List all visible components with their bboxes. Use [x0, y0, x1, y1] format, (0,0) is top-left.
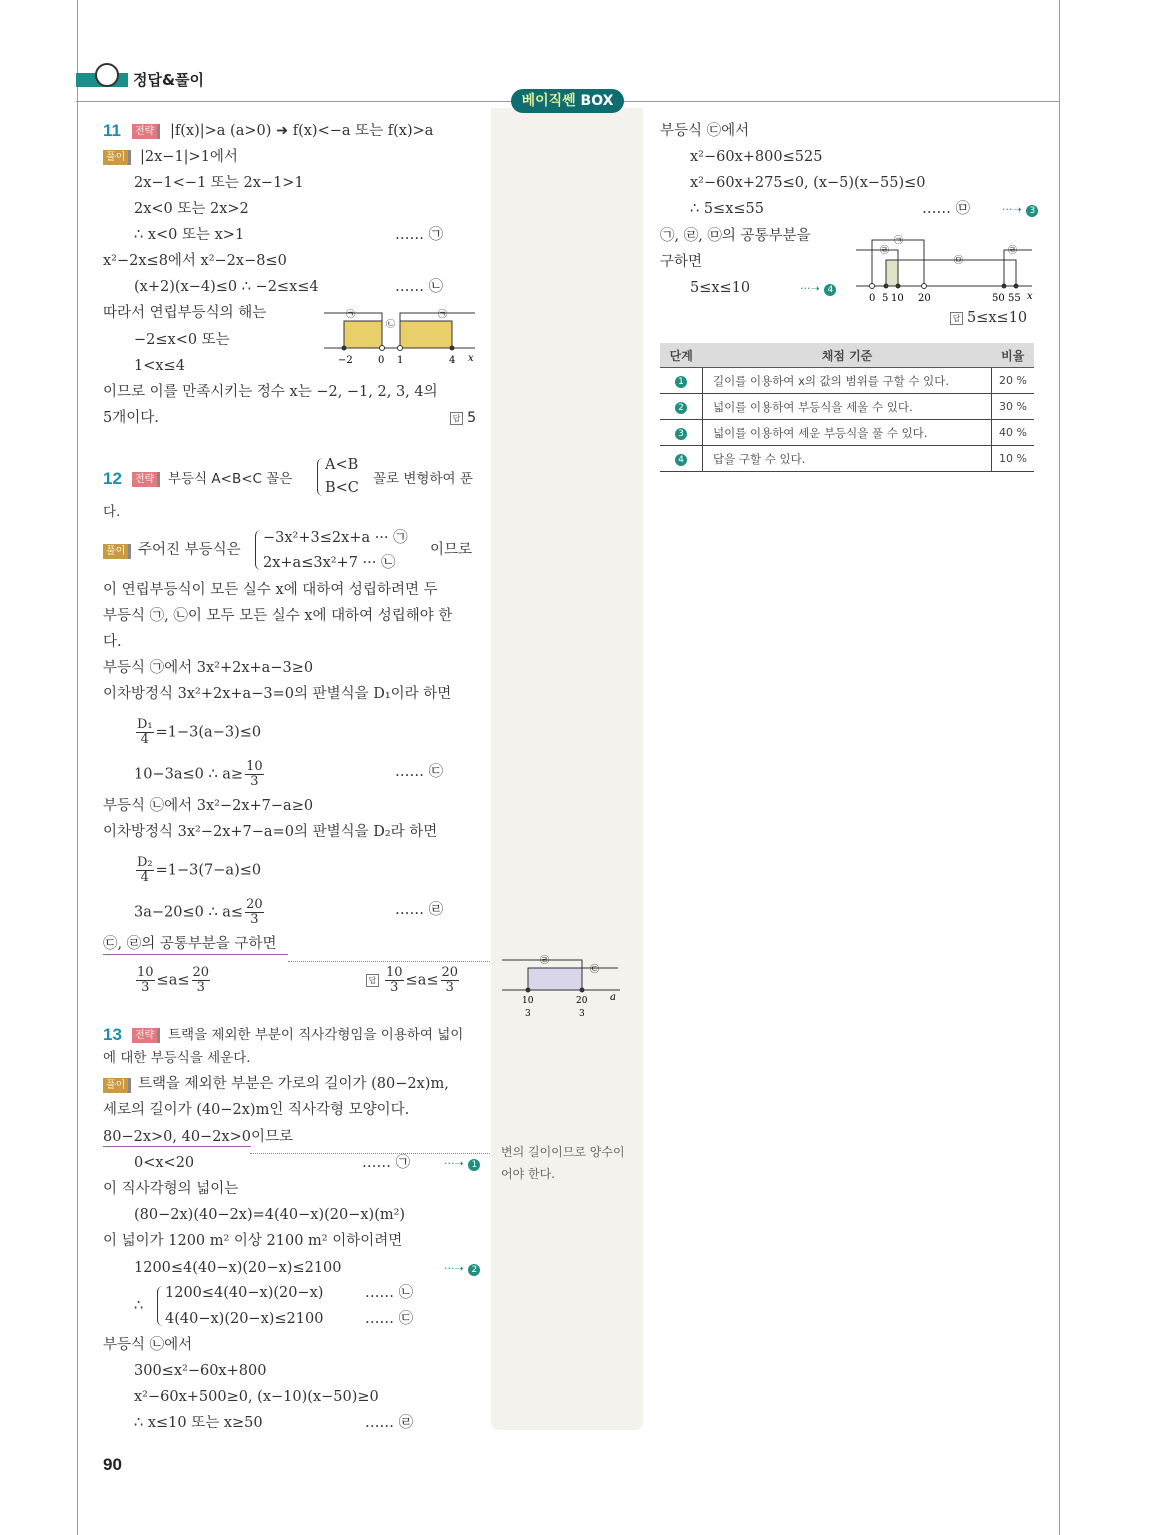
criterion: 답을 구할 수 있다. — [703, 446, 992, 472]
expression: 10−3a≤0 ∴ a≥ — [134, 766, 244, 783]
solution-tag: 풀이 — [103, 1078, 131, 1093]
expression: 3a−20≤0 ∴ a≤ — [134, 904, 244, 921]
grading-table — [660, 343, 1034, 472]
line: 1200≤4(40−x)(20−x) — [165, 1285, 324, 1301]
number-line-diagram-12 — [498, 948, 628, 1023]
number-line-diagram-13 — [852, 230, 1037, 306]
header-ratio: 비율 — [992, 343, 1035, 368]
strategy-text: 다. — [103, 504, 121, 520]
region-label: ㉠ — [894, 236, 904, 246]
line: 4(40−x)(20−x)≤2100 — [165, 1311, 324, 1327]
line: 이차방정식 3x²−2x+7−a=0의 판별식을 D₂라 하면 — [103, 824, 438, 840]
mark: …… ㉤ — [922, 201, 971, 217]
numerator: 20 — [246, 897, 263, 912]
strategy-text: 부등식 A<B<C 꼴은 — [168, 471, 293, 487]
tick-label: 3 — [579, 1009, 585, 1019]
brace — [157, 1286, 164, 1326]
mark: …… ㉡ — [365, 1285, 414, 1301]
badge-latin: BOX — [580, 93, 614, 109]
answer — [950, 310, 1027, 326]
side-note: 어야 한다. — [501, 1167, 555, 1181]
table-row — [660, 394, 1034, 420]
numerator: 20 — [192, 965, 210, 980]
mark: …… ㉣ — [395, 902, 444, 918]
brace — [317, 458, 324, 496]
region-label: ㉠ — [438, 310, 448, 320]
line: 5개이다. — [103, 410, 159, 426]
section-title: 정답&풀이 — [133, 71, 205, 89]
tick-label: 4 — [449, 355, 456, 366]
line: 이차방정식 3x²+2x+a−3=0의 판별식을 D₁이라 하면 — [103, 686, 452, 702]
page-border-left — [77, 0, 78, 1535]
line: 구하면 — [660, 254, 703, 270]
strategy-text: 꼴로 변형하여 푼 — [373, 471, 473, 487]
numerator: 10 — [386, 965, 403, 980]
brace — [255, 530, 262, 570]
step-badge: 4 — [824, 284, 836, 296]
number-line-diagram-11 — [320, 303, 482, 369]
line: 주어진 부등식은 — [138, 542, 241, 558]
axis-label: x — [1027, 291, 1033, 302]
mark: …… ㉢ — [395, 764, 444, 780]
step-badge: 1 — [675, 376, 687, 388]
condition-2 — [134, 898, 266, 927]
region-label: ㉤ — [954, 256, 964, 266]
region-label: ㉣ — [540, 956, 550, 966]
line: 2x−1<−1 또는 2x−1>1 — [134, 175, 304, 191]
line: ∴ x<0 또는 x>1 — [134, 227, 245, 243]
answer-icon: 답 — [450, 412, 463, 425]
numerator: D₁ — [137, 717, 153, 732]
clock-icon — [95, 63, 119, 87]
line: 80−2x>0, 40−2x>0이므로 — [103, 1129, 293, 1145]
tick-label: 1 — [397, 355, 404, 366]
table-row — [660, 446, 1034, 472]
badge-korean: 베이직쎈 — [521, 93, 576, 109]
region-label: ㉣ — [1008, 246, 1018, 256]
numerator: 20 — [441, 965, 459, 980]
table-row — [660, 368, 1034, 394]
discriminant-1 — [134, 718, 261, 747]
denominator: 3 — [196, 980, 205, 995]
tick-label: 50 — [992, 293, 1005, 304]
step-badge: 4 — [675, 454, 687, 466]
line: x²−60x+500≥0, (x−10)(x−50)≥0 — [134, 1389, 379, 1405]
answer — [450, 410, 476, 426]
region-label: ㉠ — [346, 310, 356, 320]
step-badge: 3 — [675, 428, 687, 440]
region-label: ㉣ — [880, 246, 890, 256]
mark: …… ㉠ — [395, 227, 444, 243]
line: 300≤x²−60x+800 — [134, 1363, 267, 1379]
expression: =1−3(a−3)≤0 — [155, 724, 262, 741]
ratio: 10 % — [992, 446, 1035, 472]
table-row — [660, 420, 1034, 446]
underline — [103, 1146, 251, 1147]
solution-tag: 풀이 — [103, 150, 131, 165]
system-line: B<C — [325, 480, 359, 496]
line: 1200≤4(40−x)(20−x)≤2100 — [134, 1260, 342, 1276]
strategy-text: |f(x)|>a (a>0) ➜ f(x)<−a 또는 f(x)>a — [170, 123, 434, 139]
answer — [366, 966, 461, 995]
strategy-tag: 전략 — [132, 124, 160, 139]
expression: =1−3(7−a)≤0 — [155, 862, 262, 879]
ratio: 30 % — [992, 394, 1035, 420]
line: −2≤x<0 또는 — [134, 332, 230, 348]
step-badge: 2 — [468, 1264, 480, 1276]
line: 부등식 ㉡에서 3x²−2x+7−a≥0 — [103, 798, 314, 814]
condition-1 — [134, 760, 266, 789]
line: x²−60x+275≤0, (x−5)(x−55)≤0 — [690, 175, 926, 191]
solution-tag: 풀이 — [103, 544, 131, 559]
line: 다. — [103, 634, 122, 650]
line: 5≤x≤10 — [690, 280, 751, 296]
tick-label: 10 — [891, 293, 904, 304]
denominator: 3 — [141, 980, 150, 995]
axis-label: a — [610, 992, 616, 1003]
mark: …… ㉠ — [362, 1155, 411, 1171]
line: x²−2x≤8에서 x²−2x−8≤0 — [103, 253, 287, 269]
answer-icon: 답 — [366, 974, 379, 987]
line: |2x−1|>1에서 — [140, 149, 238, 165]
ratio: 20 % — [992, 368, 1035, 394]
tick-label: 3 — [525, 1009, 531, 1019]
question-number: 13 — [103, 1025, 122, 1044]
mark: …… ㉢ — [365, 1311, 414, 1327]
page-border-right — [1059, 0, 1060, 1535]
answer-icon: 답 — [950, 312, 963, 325]
line: 이므로 이를 만족시키는 정수 x는 −2, −1, 2, 3, 4의 — [103, 384, 438, 400]
underline — [103, 954, 288, 955]
tick-label: 0 — [869, 293, 876, 304]
leader-line — [288, 961, 490, 962]
discriminant-2 — [134, 856, 261, 885]
step-marker: ···➝ 1 — [444, 1153, 480, 1174]
numerator: 10 — [246, 759, 263, 774]
answer-value: 5 — [467, 410, 477, 426]
step-marker: ···➝ 3 — [1002, 199, 1038, 220]
expression: ≤a≤ — [405, 972, 439, 989]
tick-label: 55 — [1008, 293, 1021, 304]
system-line: 2x+a≤3x²+7 ··· ㉡ — [263, 555, 396, 571]
line: ∴ 5≤x≤55 — [690, 201, 764, 217]
line: 1<x≤4 — [134, 358, 185, 374]
denominator: 3 — [445, 980, 454, 995]
numerator: D₂ — [137, 855, 153, 870]
basic-box-badge — [511, 89, 624, 113]
line: 이 연립부등식이 모든 실수 x에 대하여 성립하려면 두 — [103, 582, 438, 598]
tick-label: 20 — [576, 996, 588, 1006]
line: 0<x<20 — [134, 1155, 195, 1171]
region-label: ㉢ — [590, 965, 600, 975]
therefore: ∴ — [134, 1298, 144, 1314]
page-number: 90 — [103, 1455, 122, 1474]
mark: …… ㉡ — [395, 279, 444, 295]
line: 부등식 ㉡에서 — [103, 1337, 193, 1353]
table-header — [660, 343, 1034, 368]
expression: ≤a≤ — [156, 972, 190, 989]
ratio: 40 % — [992, 420, 1035, 446]
line: 부등식 ㉠, ㉡이 모두 모든 실수 x에 대하여 성립해야 한 — [103, 608, 453, 624]
answer-value: 5≤x≤10 — [967, 310, 1028, 326]
axis-label: x — [468, 353, 474, 364]
criterion: 길이를 이용하여 x의 값의 범위를 구할 수 있다. — [703, 368, 992, 394]
side-note: 변의 길이이므로 양수이 — [501, 1145, 625, 1159]
denominator: 4 — [140, 870, 149, 885]
basic-box-sidebar — [491, 108, 643, 1430]
criterion: 넓이를 이용하여 부등식을 세울 수 있다. — [703, 394, 992, 420]
tick-label: 5 — [882, 293, 889, 304]
line: 따라서 연립부등식의 해는 — [103, 305, 267, 321]
denominator: 3 — [250, 774, 259, 789]
question-number: 12 — [103, 469, 122, 488]
tick-label: 20 — [918, 293, 931, 304]
tick-label: 10 — [522, 996, 534, 1006]
tick-label: −2 — [338, 355, 353, 366]
system-line: A<B — [325, 457, 359, 473]
system-line: −3x²+3≤2x+a ··· ㉠ — [263, 530, 408, 546]
step-marker: ···➝ 2 — [444, 1258, 480, 1279]
line: x²−60x+800≤525 — [690, 149, 823, 165]
denominator: 4 — [140, 732, 149, 747]
result — [134, 966, 212, 995]
step-badge: 2 — [675, 402, 687, 414]
line: 세로의 길이가 (40−2x)m인 직사각형 모양이다. — [103, 1102, 410, 1118]
header-criterion: 채점 기준 — [703, 343, 992, 368]
step-badge: 1 — [468, 1159, 480, 1171]
criterion: 넓이를 이용하여 세운 부등식을 풀 수 있다. — [703, 420, 992, 446]
tick-label: 0 — [378, 355, 385, 366]
strategy-text: 트랙을 제외한 부분이 직사각형임을 이용하여 넓이 — [168, 1027, 464, 1043]
step-badge: 3 — [1026, 205, 1038, 217]
line: 이므로 — [430, 542, 473, 558]
line: 부등식 ㉢에서 — [660, 123, 750, 139]
line: ㉢, ㉣의 공통부분을 구하면 — [103, 936, 277, 952]
line: (80−2x)(40−2x)=4(40−x)(20−x)(m²) — [134, 1207, 406, 1223]
line: 이 직사각형의 넓이는 — [103, 1181, 239, 1197]
numerator: 10 — [137, 965, 154, 980]
strategy-tag: 전략 — [132, 1028, 160, 1043]
denominator: 3 — [250, 912, 259, 927]
strategy-tag: 전략 — [132, 472, 160, 487]
line: ∴ x≤10 또는 x≥50 — [134, 1415, 263, 1431]
mark: …… ㉣ — [365, 1415, 414, 1431]
region-label: ㉡ — [386, 320, 396, 330]
strategy-text: 에 대한 부등식을 세운다. — [103, 1050, 251, 1066]
line: 이 넓이가 1200 m² 이상 2100 m² 이하이려면 — [103, 1233, 403, 1249]
line: (x+2)(x−4)≤0 ∴ −2≤x≤4 — [134, 279, 319, 295]
denominator: 3 — [390, 980, 399, 995]
line: 트랙을 제외한 부분은 가로의 길이가 (80−2x)m, — [138, 1076, 449, 1092]
header-step: 단계 — [660, 343, 703, 368]
line: ㉠, ㉣, ㉤의 공통부분을 — [660, 228, 811, 244]
line: 2x<0 또는 2x>2 — [134, 201, 249, 217]
step-marker: ···➝ 4 — [800, 278, 836, 299]
line: 부등식 ㉠에서 3x²+2x+a−3≥0 — [103, 660, 314, 676]
question-number: 11 — [103, 121, 121, 140]
